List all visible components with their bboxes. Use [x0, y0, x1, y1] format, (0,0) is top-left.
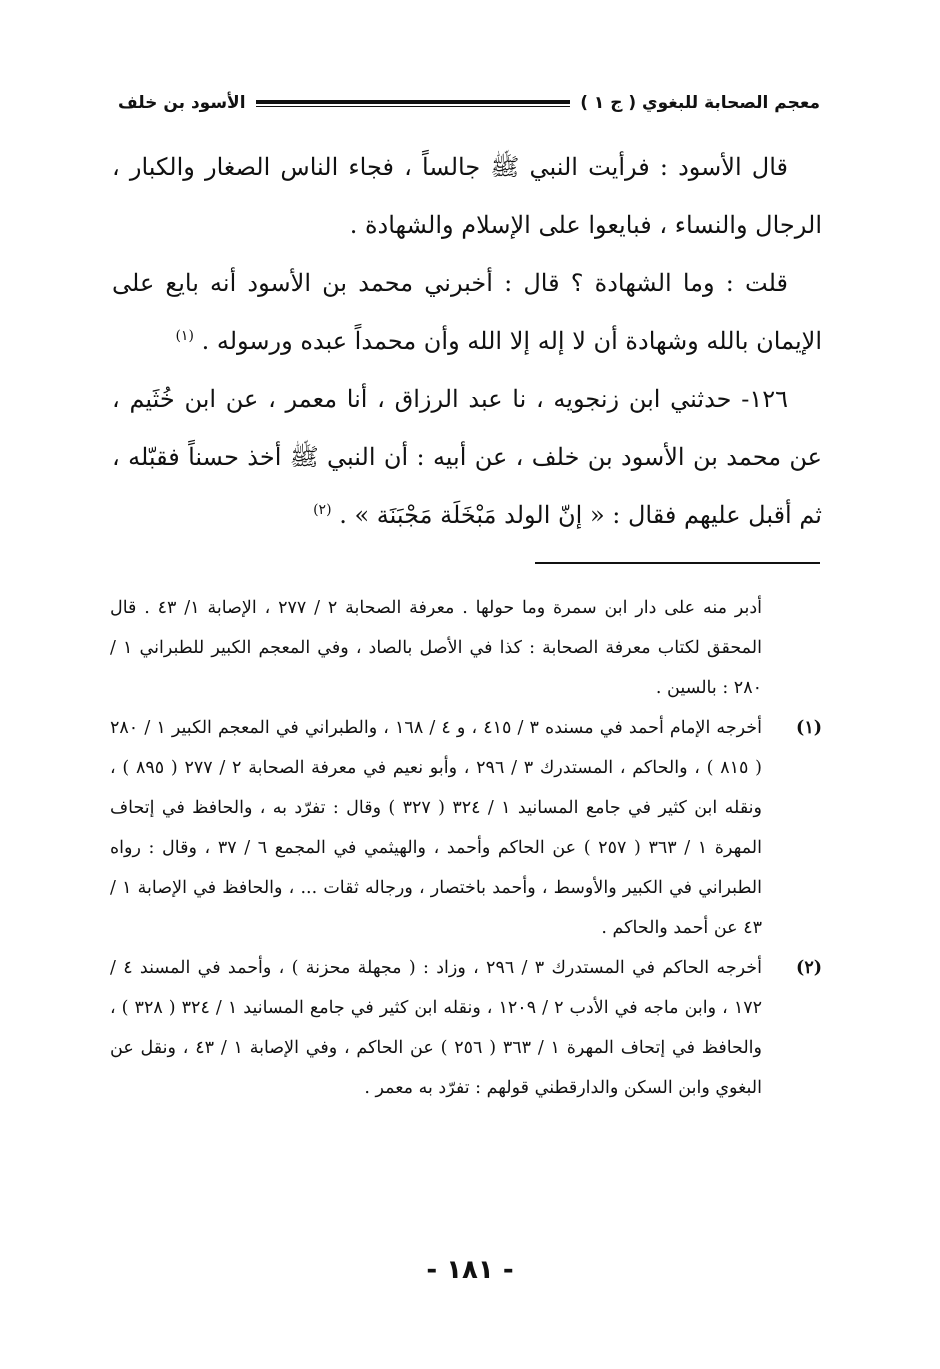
paragraph-1: قال الأسود : فرأيت النبي ﷺ جالساً ، فجاء الناس الصغار والكبار ، الرجال والنساء ، فبايعوا على الإسلام والشهادة . [112, 153, 822, 239]
footnote-continuation: أدبر منه على دار ابن سمرة وما حولها . معرفة الصحابة ٢ / ٢٧٧ ، الإصابة ١/ ٤٣ . قال المحقق لكتاب معرفة الصحابة : كذا في الأصل بالصاد ، وفي المعجم الكبير للطبراني ١ / ٢٨٠ : بالسين . [110, 598, 763, 698]
footnote-text: أخرجه الإمام أحمد في مسنده ٣ / ٤١٥ ، و ٤ / ١٦٨ ، والطبراني في المعجم الكبير ١ / ٢٨٠ ( ٨١٥ ) ، والحاكم ، المستدرك ٣ / ٢٩٦ ، وأبو نعيم في معرفة الصحابة ٢ / ٢٧٧ ( ٨٩٥ ) ، ونقله ابن كثير في جامع المسانيد ١ / ٣٢٤ ( ٣٢٧ ) وقال : تفرّد به ، والحافظ في إتحاف المهرة ١ / ٣٦٣ ( ٢٥٧ ) عن الحاكم وأحمد ، والهيثمي في المجمع ٦ / ٣٧ ، وقال : رواه الطبراني في الكبير والأوسط ، وأحمد باختصار ، ورجاله ثقات ... ، والحافظ في الإصابة ١ / ٤٣ عن أحمد والحاكم . [110, 718, 763, 938]
book-title: معجم الصحابة للبغوي ( ج ١ ) [580, 93, 820, 113]
page-number: - ١٨١ - [426, 1255, 514, 1285]
paragraph-2 [112, 254, 822, 370]
footnote-2 [110, 948, 822, 1108]
footnote-ref-2: (٢) [313, 502, 332, 518]
hadith-126 [112, 370, 822, 544]
footnote-separator [535, 562, 820, 564]
running-header [118, 88, 820, 118]
main-text [112, 138, 822, 544]
header-rule [256, 100, 571, 107]
footnote-number: (١) [796, 718, 822, 738]
footnote-number: (٢) [796, 958, 822, 978]
footnote-ref-1: (١) [175, 328, 194, 344]
footnotes [110, 588, 822, 1108]
footnote-1 [110, 708, 822, 948]
hadith-126-text: ١٢٦- حدثني ابن زنجويه ، نا عبد الرزاق ، أنا معمر ، عن ابن خُثَيم ، عن محمد بن الأسود بن خلف ، عن أبيه : أن النبي ﷺ أخذ حسناً فقبّله ، ثم أقبل عليهم فقال : « إنّ الولد مَبْخَلَة مَجْبَنَة » . [112, 385, 822, 529]
paragraph-2-text: قلت : وما الشهادة ؟ قال : أخبرني محمد بن الأسود أنه بايع على الإيمان بالله وشهادة أن لا إله إلا الله وأن محمداً عبده ورسوله . [112, 269, 822, 355]
section-title: الأسود بن خلف [118, 93, 246, 113]
footnote-text: أخرجه الحاكم في المستدرك ٣ / ٢٩٦ ، وزاد : ( مجهلة محزنة ) ، وأحمد في المسند ٤ / ١٧٢ ، وابن ماجه في الأدب ٢ / ١٢٠٩ ، ونقله ابن كثير في جامع المسانيد ١ / ٣٢٤ ( ٣٢٨ ) ، والحافظ في إتحاف المهرة ١ / ٣٦٣ ( ٢٥٦ ) عن الحاكم ، وفي الإصابة ١ / ٤٣ ، ونقل عن البغوي وابن السكن والدارقطني قولهم : تفرّد به معمر . [110, 958, 763, 1098]
